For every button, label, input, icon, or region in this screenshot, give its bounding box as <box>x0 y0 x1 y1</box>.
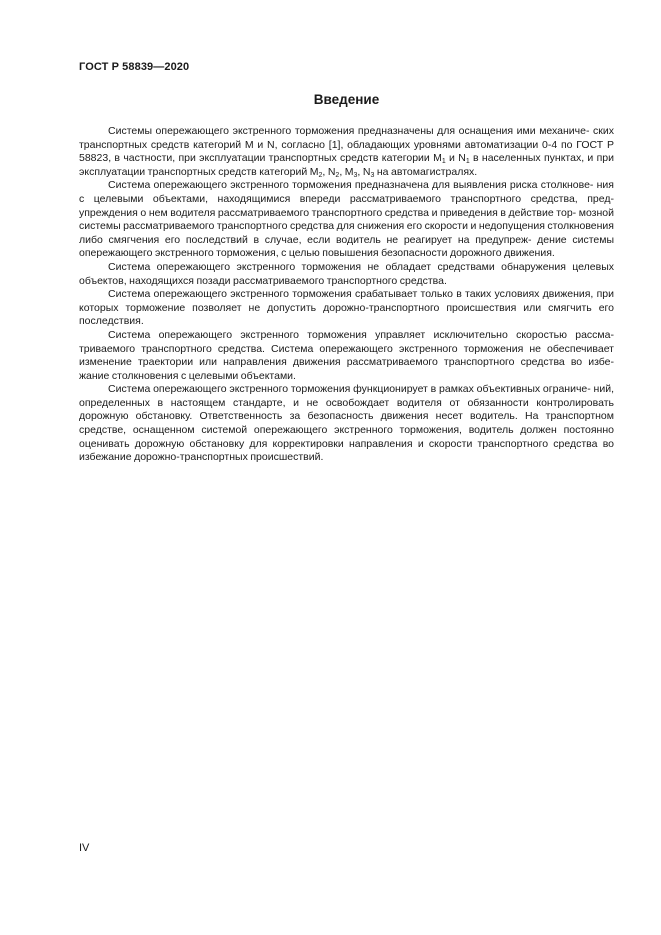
paragraph: Система опережающего экстренного торможения предназначена для выявления риска столкнове- ния с целевыми объектами, находящимися впереди рассматриваемого транспортного средства, пред- упреждения о нем водителя рассматриваемого транспортного средства и приведения в действие тор- мозной системы рассматриваемого транспортного средства для снижения его скорости и недопущения столкновения либо смягчения его последствий в случае, если водитель не реагирует на предупреж- дение системы опережающего экстренного торможения, с целью повышения безопасности дорожного движения. <box>79 179 614 260</box>
document-body <box>79 125 614 465</box>
paragraph: Система опережающего экстренного торможения срабатывает только в таких условиях движения, при которых торможение позволяет не допустить дорожно-транспортного происшествия или смягчить его последствия. <box>79 288 614 328</box>
paragraph: Система опережающего экстренного торможения управляет исключительно скоростью рассма- триваемого транспортного средства. Система опережающего экстренного торможения не обеспечивает изменение траектории или направления движения рассматриваемого транспортного средства во избе- жание столкновения с целевыми объектами. <box>79 328 614 382</box>
section-title: Введение <box>313 92 380 107</box>
paragraph: Система опережающего экстренного торможения не обладает средствами обнаружения целевых объектов, находящихся позади рассматриваемого транспортного средства. <box>79 260 614 287</box>
document-number: ГОСТ Р 58839—2020 <box>79 61 190 73</box>
paragraph: Системы опережающего экстренного торможения предназначены для оснащения ими механиче- ских транспортных средств категорий M и N, согласно [1], обладающих уровнями автоматизации 0-4 по ГОСТ Р 58823, в частности, при эксплуатации транспортных средств категории $M_1$ и $N_1$ в населенных пунктах, и при эксплуатации транспортных средств категорий $M_2$, $N_2$, $M_3$, $N_3$ на автомагистралях. <box>79 125 614 179</box>
page-number: IV <box>79 842 90 854</box>
paragraph: Система опережающего экстренного торможения функционирует в рамках объективных ограниче- ний, определенных в настоящем стандарте, и не освобождает водителя от обязанности контролировать дорожную обстановку. Ответственность за безопасность движения несет водитель. На транспортном средстве, оснащенном системой опережающего экстренного торможения, водитель должен постоянно оценивать дорожную обстановку для корректировки направления и скорости транспортного средства во избежание дорожно-транспортных происшествий. <box>79 383 614 464</box>
